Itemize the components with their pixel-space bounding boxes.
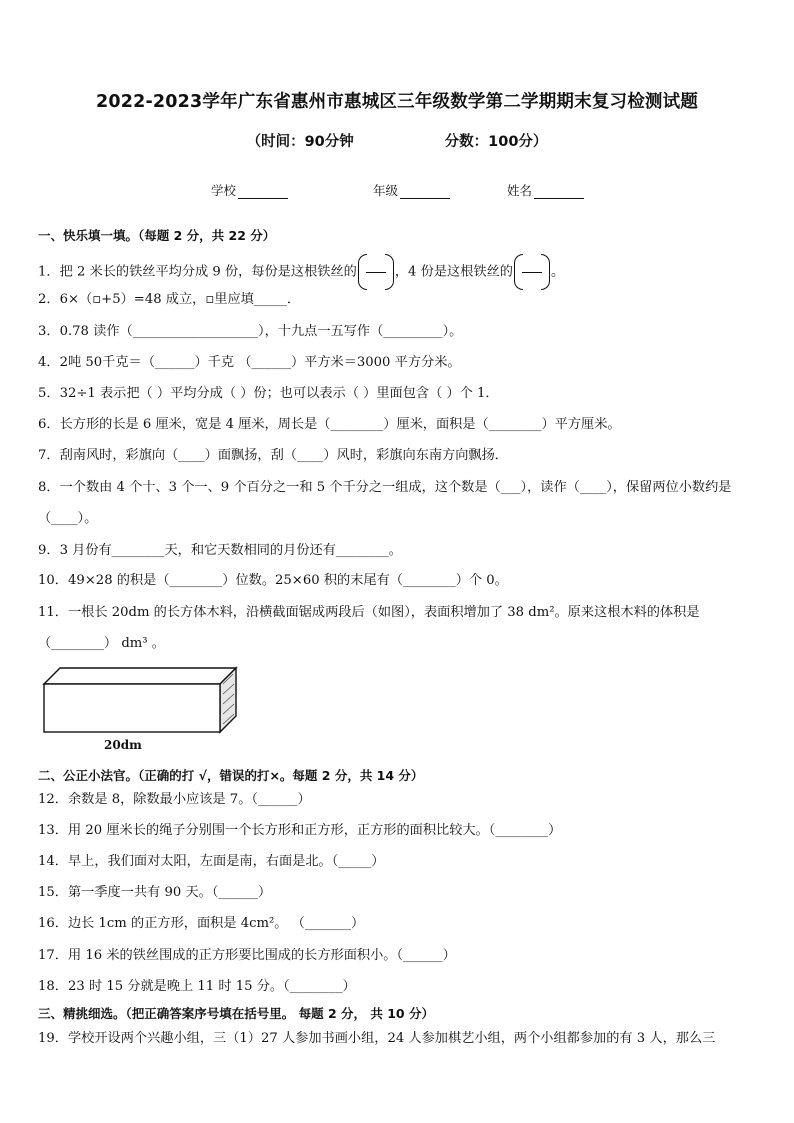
school-blank[interactable] bbox=[238, 184, 288, 199]
question-10: 10．49×28 的积是（________）位数。25×60 积的末尾有（________）个 0。 bbox=[38, 573, 508, 588]
question-11-line-1: 11．一根长 20dm 的长方体木料，沿横截面锯成两段后（如图），表面积增加了 38 dm²。原来这根木料的体积是 bbox=[38, 605, 700, 620]
school-label: 学校 bbox=[211, 183, 237, 198]
student-info-row bbox=[0, 181, 794, 201]
section-heading-1: 一、快乐填一填。（每题 2 分，共 22 分） bbox=[38, 228, 276, 243]
grade-field[interactable] bbox=[373, 181, 450, 199]
question-8-line-1: 8．一个数由 4 个十、3 个一、9 个百分之一和 5 个千分之一组成，这个数是（___），读作（____），保留两位小数约是 bbox=[38, 480, 732, 495]
cuboid-drawing bbox=[38, 664, 242, 736]
name-blank[interactable] bbox=[534, 184, 584, 199]
question-1 bbox=[38, 254, 564, 290]
name-field[interactable] bbox=[507, 181, 584, 199]
question-1-part-a: 1．把 2 米长的铁丝平均分成 9 份，每份是这根铁丝的 bbox=[38, 264, 357, 280]
question-13: 13．用 20 厘米长的绳子分别围一个长方形和正方形，正方形的面积比较大。（________） bbox=[38, 823, 562, 838]
question-12: 12．余数是 8，除数最小应该是 7。（______） bbox=[38, 792, 311, 807]
exam-subtitle: （时间：90分钟 分数：100分） bbox=[246, 134, 548, 150]
question-1-part-c: 。 bbox=[550, 264, 565, 280]
question-14: 14．早上，我们面对太阳，左面是南，右面是北。（_____） bbox=[38, 854, 385, 869]
question-18: 18．23 时 15 分就是晚上 11 时 15 分。（________） bbox=[38, 979, 356, 994]
section-heading-3: 三、精挑细选。（把正确答案序号填在括号里。 每题 2 分， 共 10 分） bbox=[38, 1006, 434, 1021]
question-16: 16．边长 1cm 的正方形，面积是 4cm²。 （_______） bbox=[38, 916, 365, 931]
name-label: 姓名 bbox=[507, 183, 533, 198]
question-17: 17．用 16 米的铁丝围成的正方形要比围成的长方形面积小。（______） bbox=[38, 948, 456, 963]
fraction-blank-2[interactable] bbox=[514, 254, 550, 290]
grade-label: 年级 bbox=[373, 183, 399, 198]
question-1-part-b: ，4 份是这根铁丝的 bbox=[394, 264, 513, 280]
cuboid-figure bbox=[38, 664, 242, 754]
page-title: 2022-2023学年广东省惠州市惠城区三年级数学第二学期期末复习检测试题 bbox=[95, 92, 699, 112]
cuboid-top-face bbox=[44, 668, 236, 684]
question-19: 19．学校开设两个兴趣小组，三（1）27 人参加书画小组，24 人参加棋艺小组，两个小组都参加的有 3 人，那么三 bbox=[38, 1031, 716, 1046]
question-6: 6．长方形的长是 6 厘米，宽是 4 厘米，周长是（________）厘米，面积是（________）平方厘米。 bbox=[38, 417, 621, 432]
question-7: 7．刮南风时，彩旗向（____）面飘扬，刮（____）风时，彩旗向东南方向飘扬． bbox=[38, 448, 508, 463]
question-11-line-2: （________） dm³ 。 bbox=[38, 636, 165, 651]
section-heading-2: 二、公正小法官。（正确的打 √，错误的打×。每题 2 分，共 14 分） bbox=[38, 768, 424, 783]
grade-blank[interactable] bbox=[400, 184, 450, 199]
question-4: 4．2吨 50千克＝（______）千克 （______）平方米＝3000 平方分米。 bbox=[38, 355, 461, 370]
question-5: 5．32÷1 表示把（ ）平均分成（ ）份；也可以表示（ ）里面包含（ ）个 1． bbox=[38, 386, 499, 401]
question-9: 9．3 月份有________天，和它天数相同的月份还有________。 bbox=[38, 543, 402, 558]
cuboid-front-face bbox=[44, 684, 220, 732]
question-3: 3．0.78 读作（___________________），十九点一五写作（_________）。 bbox=[38, 324, 463, 339]
question-2: 2．6×（▫+5）=48 成立，▫里应填_____． bbox=[38, 292, 301, 307]
question-15: 15．第一季度一共有 90 天。（______） bbox=[38, 885, 272, 900]
figure-length-label: 20dm bbox=[104, 738, 142, 752]
fraction-blank-1[interactable] bbox=[358, 254, 394, 290]
school-field[interactable] bbox=[211, 181, 288, 199]
question-8-line-2: （____）。 bbox=[38, 511, 98, 526]
